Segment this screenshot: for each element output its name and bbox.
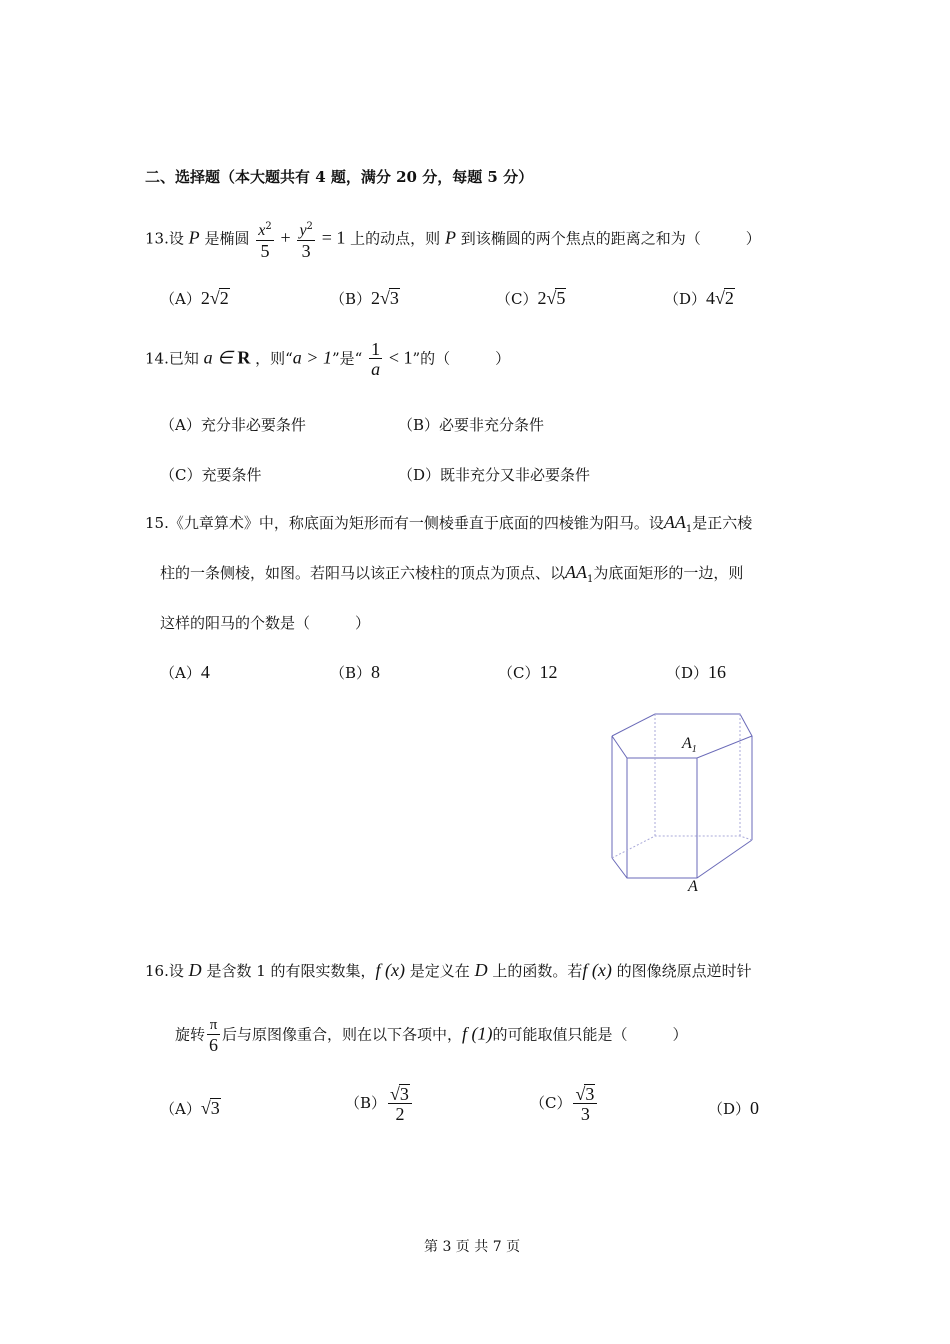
q15-option-a: （A）4 <box>160 662 210 682</box>
q13-fraction-y: $\frac{y^2}{3}$ <box>297 218 314 261</box>
q16-option-b: （B） $\frac{√3}{2}$ <box>345 1084 414 1124</box>
q16-option-a: （A）√3 <box>160 1098 220 1118</box>
q14-option-a: （A）充分非必要条件 <box>160 416 306 434</box>
question-16-line-2: 旋转 $\frac{\pi}{6}$ 后与原图像重合，则在以下各项中，f (1)的可能取值只能是（ ） <box>175 1017 688 1055</box>
sqrt-icon: √ <box>380 288 390 308</box>
hexagonal-prism-figure <box>600 700 770 900</box>
figure-label-a: A <box>688 878 698 895</box>
page-footer: 第 3 页 共 7 页 <box>424 1239 521 1255</box>
q14-number: 14. <box>145 349 169 368</box>
q13-option-b: （B）2√3 <box>330 288 399 308</box>
q14-fraction: $\frac{1}{a}$ <box>371 339 381 379</box>
q13-fraction-x: $\frac{x^2}{5}$ <box>256 218 273 261</box>
sqrt-icon: √ <box>209 288 220 308</box>
q16-pi-over-6: $\frac{\pi}{6}$ <box>209 1017 219 1055</box>
sqrt-icon: √ <box>200 1098 211 1118</box>
question-13: 13.设 P 是椭圆 $\frac{x^2}{5}$ + $\frac{y^2}{3}$ = 1 上的动点，则 P 到该椭圆的两个焦点的距离之和为（ ） <box>145 218 761 261</box>
q15-option-b: （B）8 <box>330 662 381 682</box>
q16-option-d: （D）0 <box>708 1098 760 1118</box>
sqrt-icon: √ <box>575 1084 586 1104</box>
q14-option-d: （D）既非充分又非必要条件 <box>398 466 591 484</box>
q13-option-d: （D）4√2 <box>664 288 734 308</box>
section-heading: 二、选择题（本大题共有 4 题，满分 20 分，每题 5 分） <box>145 168 534 186</box>
sqrt-icon: √ <box>390 1084 400 1104</box>
question-15-line-2: 柱的一条侧棱，如图。若阳马以该正六棱柱的顶点为顶点、以$AA_1$为底面矩形的一边，则 <box>160 562 744 585</box>
question-14: 14.已知 a ∈ R ，则“a > 1”是“ $\frac{1}{a}$ < 1”的（ ） <box>145 339 511 379</box>
figure-label-a1: $A_1$ <box>682 735 697 756</box>
q13-option-c: （C）2√5 <box>496 288 566 308</box>
q16-option-c: （C） $\frac{√3}{3}$ <box>530 1084 599 1124</box>
question-16-line-1: 16.设 D 是含数 1 的有限实数集，f (x) 是定义在 D 上的函数。若f (x) 的图像绕原点逆时针 <box>145 960 752 980</box>
sqrt-icon: √ <box>715 288 725 308</box>
q15-option-d: （D）16 <box>666 662 727 682</box>
bottom-face-visible <box>612 840 752 878</box>
q13-number: 13. <box>145 229 169 248</box>
q14-option-b: （B）必要非充分条件 <box>398 416 545 434</box>
q13-option-a: （A）2√2 <box>160 288 229 308</box>
question-15-line-1: 15.《九章算术》中，称底面为矩形而有一侧棱垂直于底面的四棱锥为阳马。设$AA_1$是正六棱 <box>145 512 753 535</box>
q14-option-c: （C）充要条件 <box>160 466 262 484</box>
q16-number: 16. <box>145 962 169 980</box>
question-15-line-3: 这样的阳马的个数是（ ） <box>160 614 371 632</box>
sqrt-icon: √ <box>546 288 557 308</box>
q15-number: 15. <box>145 514 169 532</box>
q15-option-c: （C）12 <box>498 662 558 682</box>
